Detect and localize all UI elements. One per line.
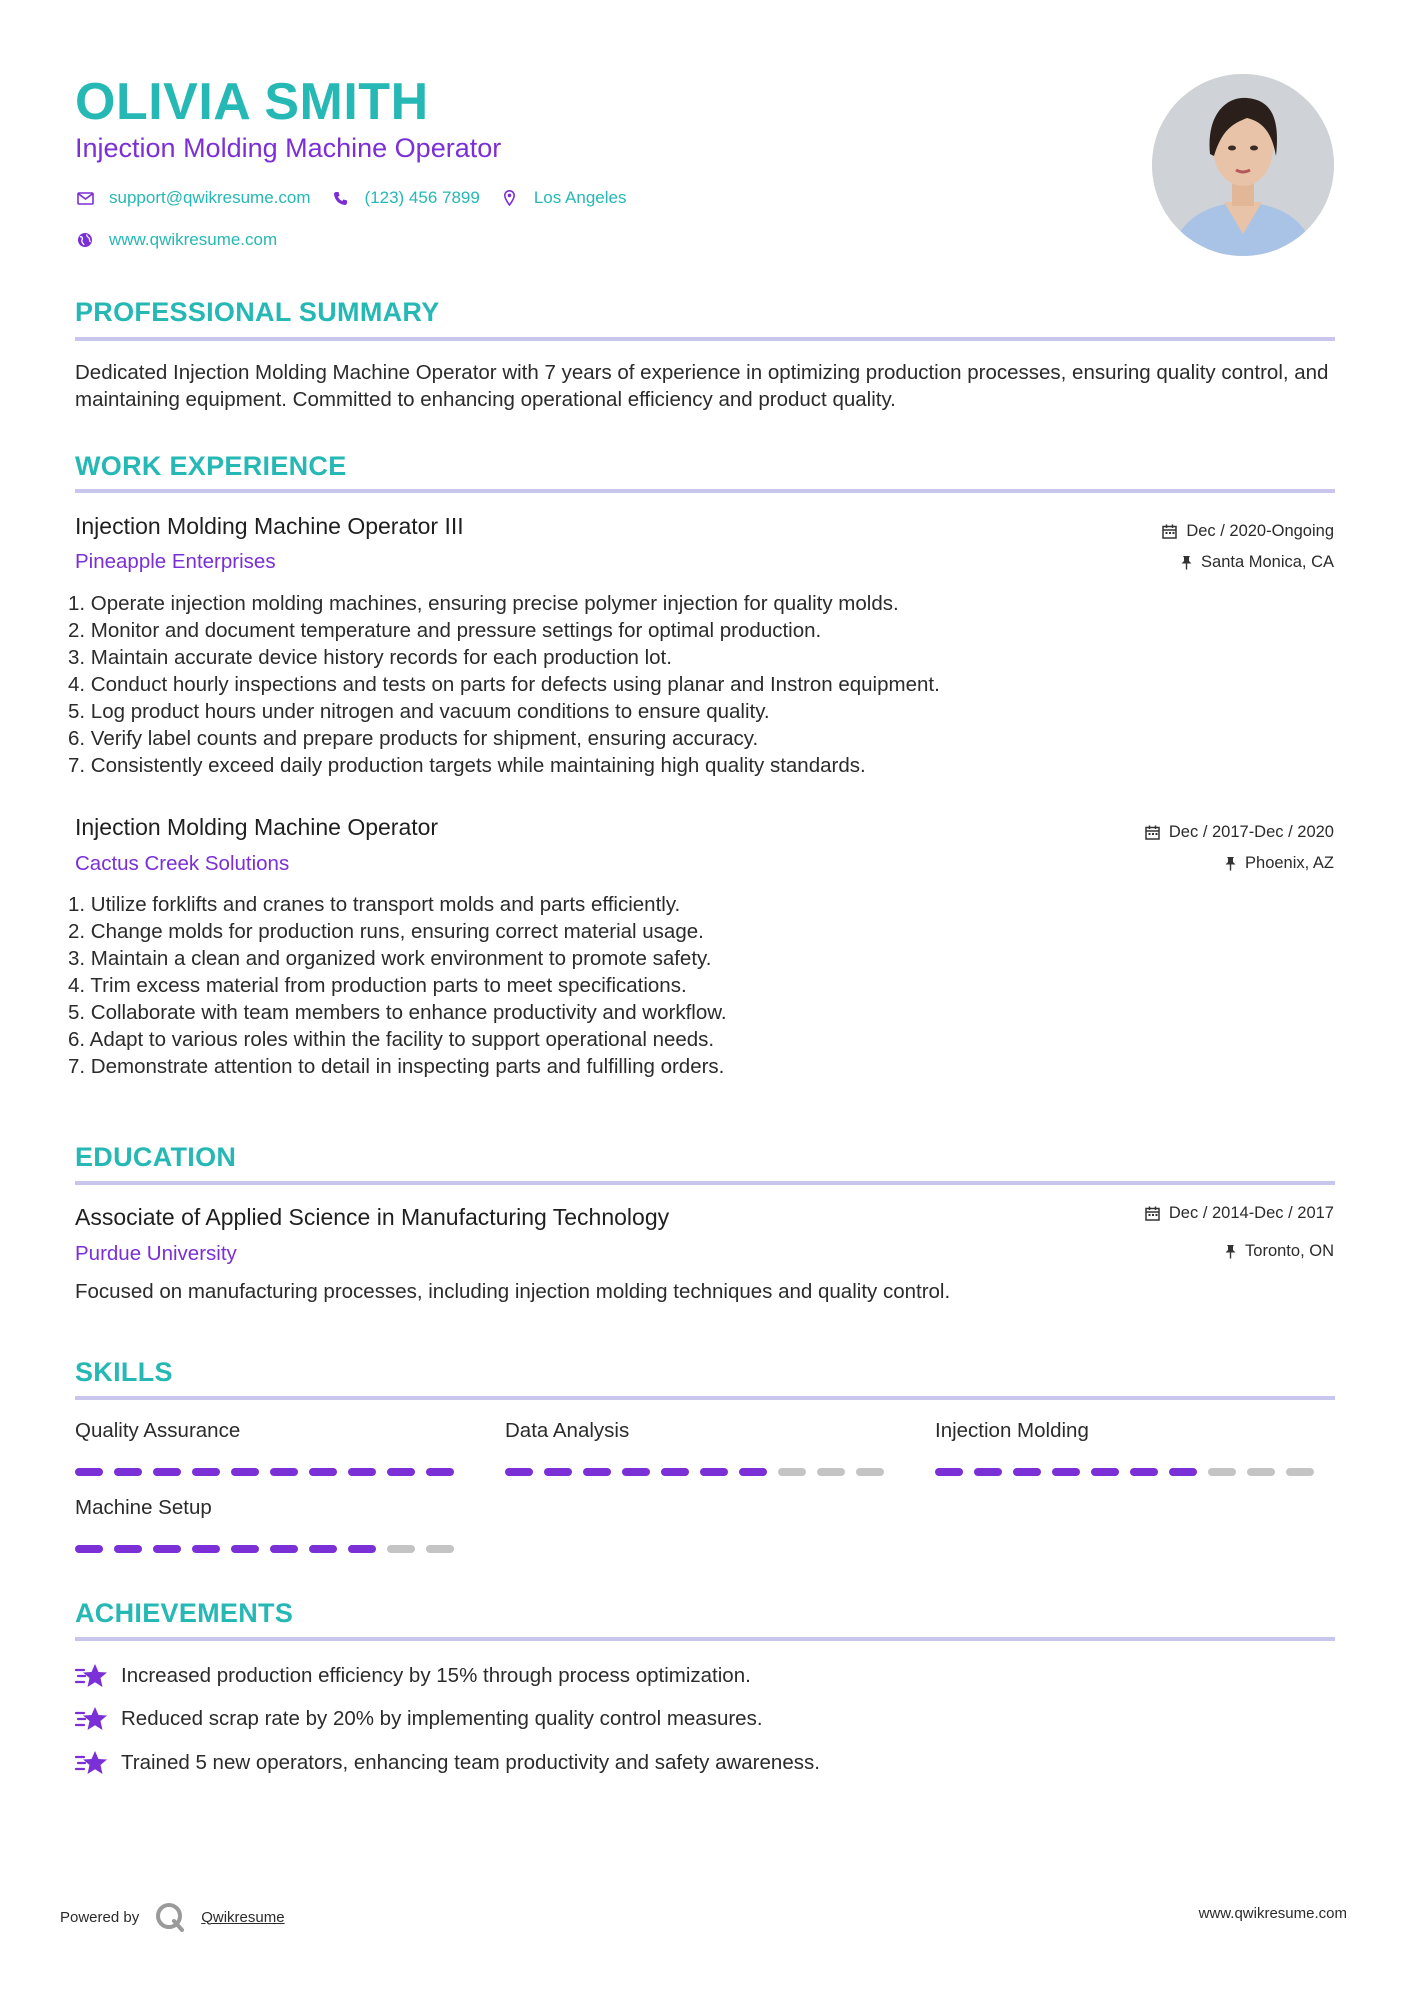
skill-dash-filled — [114, 1468, 142, 1476]
location-text: Los Angeles — [533, 188, 627, 207]
skill-dash-filled — [192, 1468, 220, 1476]
education-location — [1225, 1242, 1334, 1261]
phone-text: (123) 456 7899 — [364, 188, 480, 207]
job-title: Injection Molding Machine Operator — [75, 814, 439, 840]
list-item: 7. Demonstrate attention to detail in inspecting parts and fulfilling orders. — [68, 1055, 725, 1078]
skill-dash-empty — [778, 1468, 806, 1476]
skill-dash-filled — [231, 1545, 259, 1553]
skill-name: Machine Setup — [75, 1496, 212, 1519]
list-item: 5. Collaborate with team members to enhance productivity and workflow. — [68, 1001, 727, 1024]
skill-dash-filled — [270, 1545, 298, 1553]
education-divider — [75, 1181, 1335, 1185]
skill-rating — [75, 1468, 465, 1476]
pushpin-icon — [1225, 1244, 1236, 1259]
map-pin-icon — [500, 188, 520, 208]
skill-dash-filled — [505, 1468, 533, 1476]
skills-divider — [75, 1396, 1335, 1400]
skill-dash-filled — [1091, 1468, 1119, 1476]
skill-dash-filled — [1130, 1468, 1158, 1476]
skill-dash-filled — [974, 1468, 1002, 1476]
summary-text: Dedicated Injection Molding Machine Operator with 7 years of experience in optimizing production processes, ensuring quality control, and maintaining equipment. Committed to enhancing operational efficiency and product quality. — [75, 361, 1329, 411]
summary-divider — [75, 337, 1335, 341]
calendar-icon — [1145, 825, 1160, 840]
degree-title: Associate of Applied Science in Manufacturing Technology — [75, 1204, 670, 1230]
education-heading: EDUCATION — [75, 1142, 237, 1172]
skill-dash-filled — [309, 1468, 337, 1476]
star-icon — [75, 1662, 109, 1690]
skill-dash-filled — [75, 1545, 103, 1553]
skill-dash-empty — [387, 1545, 415, 1553]
achievement-item — [75, 1662, 751, 1690]
skill-dash-filled — [387, 1468, 415, 1476]
location-item — [500, 188, 627, 208]
skill-rating — [505, 1468, 895, 1476]
list-item: 7. Consistently exceed daily production targets while maintaining high quality standards. — [68, 754, 866, 777]
footer-website[interactable]: www.qwikresume.com — [1198, 1905, 1347, 1922]
skill-dash-filled — [661, 1468, 689, 1476]
email-text: support@qwikresume.com — [109, 188, 311, 207]
achievement-text: Reduced scrap rate by 20% by implementing quality control measures. — [121, 1707, 763, 1730]
skill-dash-empty — [1247, 1468, 1275, 1476]
skill-dash-filled — [700, 1468, 728, 1476]
education-date — [1145, 1204, 1334, 1223]
skill-dash-filled — [153, 1468, 181, 1476]
skill-dash-filled — [309, 1545, 337, 1553]
skill-dash-filled — [426, 1468, 454, 1476]
job-company: Cactus Creek Solutions — [75, 852, 290, 875]
pushpin-icon — [1225, 856, 1236, 871]
list-item: 6. Adapt to various roles within the facility to support operational needs. — [68, 1028, 715, 1051]
job-location-text: Phoenix, AZ — [1245, 854, 1334, 872]
skill-dash-filled — [544, 1468, 572, 1476]
website-item[interactable] — [75, 230, 277, 250]
education-description: Focused on manufacturing processes, including injection molding techniques and quality control. — [75, 1280, 951, 1303]
candidate-name: OLIVIA SMITH — [75, 73, 429, 131]
star-icon — [75, 1705, 109, 1733]
education-location-text: Toronto, ON — [1245, 1242, 1334, 1260]
education-date-text: Dec / 2014-Dec / 2017 — [1168, 1204, 1334, 1222]
list-item: 6. Verify label counts and prepare products for shipment, ensuring accuracy. — [68, 727, 759, 750]
job-company: Pineapple Enterprises — [75, 550, 276, 573]
achievements-heading: ACHIEVEMENTS — [75, 1598, 294, 1628]
skill-dash-filled — [583, 1468, 611, 1476]
skill-dash-filled — [348, 1545, 376, 1553]
avatar — [1152, 74, 1334, 256]
list-item: 1. Operate injection molding machines, ensuring precise polymer injection for quality molds. — [68, 592, 899, 615]
skill-rating — [75, 1545, 465, 1553]
footer-branding — [60, 1902, 285, 1932]
skill-dash-filled — [192, 1545, 220, 1553]
list-item: 4. Trim excess material from production parts to meet specifications. — [68, 974, 687, 997]
star-icon — [75, 1749, 109, 1777]
skill-dash-filled — [935, 1468, 963, 1476]
envelope-icon — [75, 188, 95, 208]
achievements-divider — [75, 1637, 1335, 1641]
achievement-text: Trained 5 new operators, enhancing team productivity and safety awareness. — [121, 1751, 820, 1774]
skill-dash-filled — [231, 1468, 259, 1476]
job-date-text: Dec / 2017-Dec / 2020 — [1168, 823, 1334, 841]
list-item: 3. Maintain a clean and organized work environment to promote safety. — [68, 947, 712, 970]
list-item: 2. Change molds for production runs, ensuring correct material usage. — [68, 920, 704, 943]
skill-rating — [935, 1468, 1325, 1476]
job-date-text: Dec / 2020-Ongoing — [1186, 522, 1334, 540]
skill-dash-filled — [153, 1545, 181, 1553]
skill-dash-filled — [75, 1468, 103, 1476]
list-item: 4. Conduct hourly inspections and tests on parts for defects using planar and Instron equipment. — [68, 673, 940, 696]
summary-heading: PROFESSIONAL SUMMARY — [75, 297, 440, 327]
job-bullets — [68, 590, 940, 779]
job-title: Injection Molding Machine Operator III — [75, 513, 464, 539]
job-date — [1162, 522, 1334, 541]
list-item: 1. Utilize forklifts and cranes to transport molds and parts efficiently. — [68, 893, 681, 916]
calendar-icon — [1145, 1206, 1160, 1221]
job-location — [1181, 553, 1334, 572]
list-item: 3. Maintain accurate device history records for each production lot. — [68, 646, 672, 669]
experience-divider — [75, 489, 1335, 493]
qwikresume-link[interactable]: Qwikresume — [201, 1908, 285, 1926]
skill-dash-empty — [1286, 1468, 1314, 1476]
skill-dash-filled — [1169, 1468, 1197, 1476]
skill-name: Data Analysis — [505, 1419, 630, 1442]
website-text: www.qwikresume.com — [109, 230, 278, 249]
contact-row-2 — [75, 230, 297, 250]
contact-row-1 — [75, 188, 646, 208]
powered-by-label: Powered by — [60, 1908, 140, 1926]
list-item: 5. Log product hours under nitrogen and vacuum conditions to ensure quality. — [68, 700, 770, 723]
achievement-item — [75, 1705, 763, 1733]
job-bullets — [68, 891, 727, 1080]
list-item: 2. Monitor and document temperature and pressure settings for optimal production. — [68, 619, 822, 642]
skill-name: Quality Assurance — [75, 1419, 241, 1442]
skill-dash-filled — [114, 1545, 142, 1553]
skill-dash-filled — [270, 1468, 298, 1476]
achievement-text: Increased production efficiency by 15% through process optimization. — [121, 1664, 751, 1687]
pushpin-icon — [1181, 555, 1192, 570]
achievement-item — [75, 1749, 820, 1777]
skill-dash-empty — [426, 1545, 454, 1553]
skill-dash-filled — [739, 1468, 767, 1476]
skill-dash-filled — [1052, 1468, 1080, 1476]
qwikresume-logo-icon — [155, 1902, 185, 1932]
calendar-icon — [1162, 524, 1177, 539]
job-location-text: Santa Monica, CA — [1201, 553, 1334, 571]
skill-dash-empty — [1208, 1468, 1236, 1476]
experience-heading: WORK EXPERIENCE — [75, 451, 347, 481]
skill-dash-empty — [856, 1468, 884, 1476]
email-item[interactable] — [75, 188, 311, 208]
skill-dash-filled — [1013, 1468, 1041, 1476]
school-name: Purdue University — [75, 1242, 237, 1265]
job-location — [1225, 854, 1334, 873]
candidate-title: Injection Molding Machine Operator — [75, 133, 502, 163]
globe-icon — [75, 230, 95, 250]
skill-name: Injection Molding — [935, 1419, 1089, 1442]
phone-icon — [331, 188, 351, 208]
skill-dash-filled — [348, 1468, 376, 1476]
skill-dash-filled — [622, 1468, 650, 1476]
skills-heading: SKILLS — [75, 1357, 173, 1387]
job-date — [1145, 823, 1334, 842]
phone-item[interactable] — [331, 188, 480, 208]
skill-dash-empty — [817, 1468, 845, 1476]
